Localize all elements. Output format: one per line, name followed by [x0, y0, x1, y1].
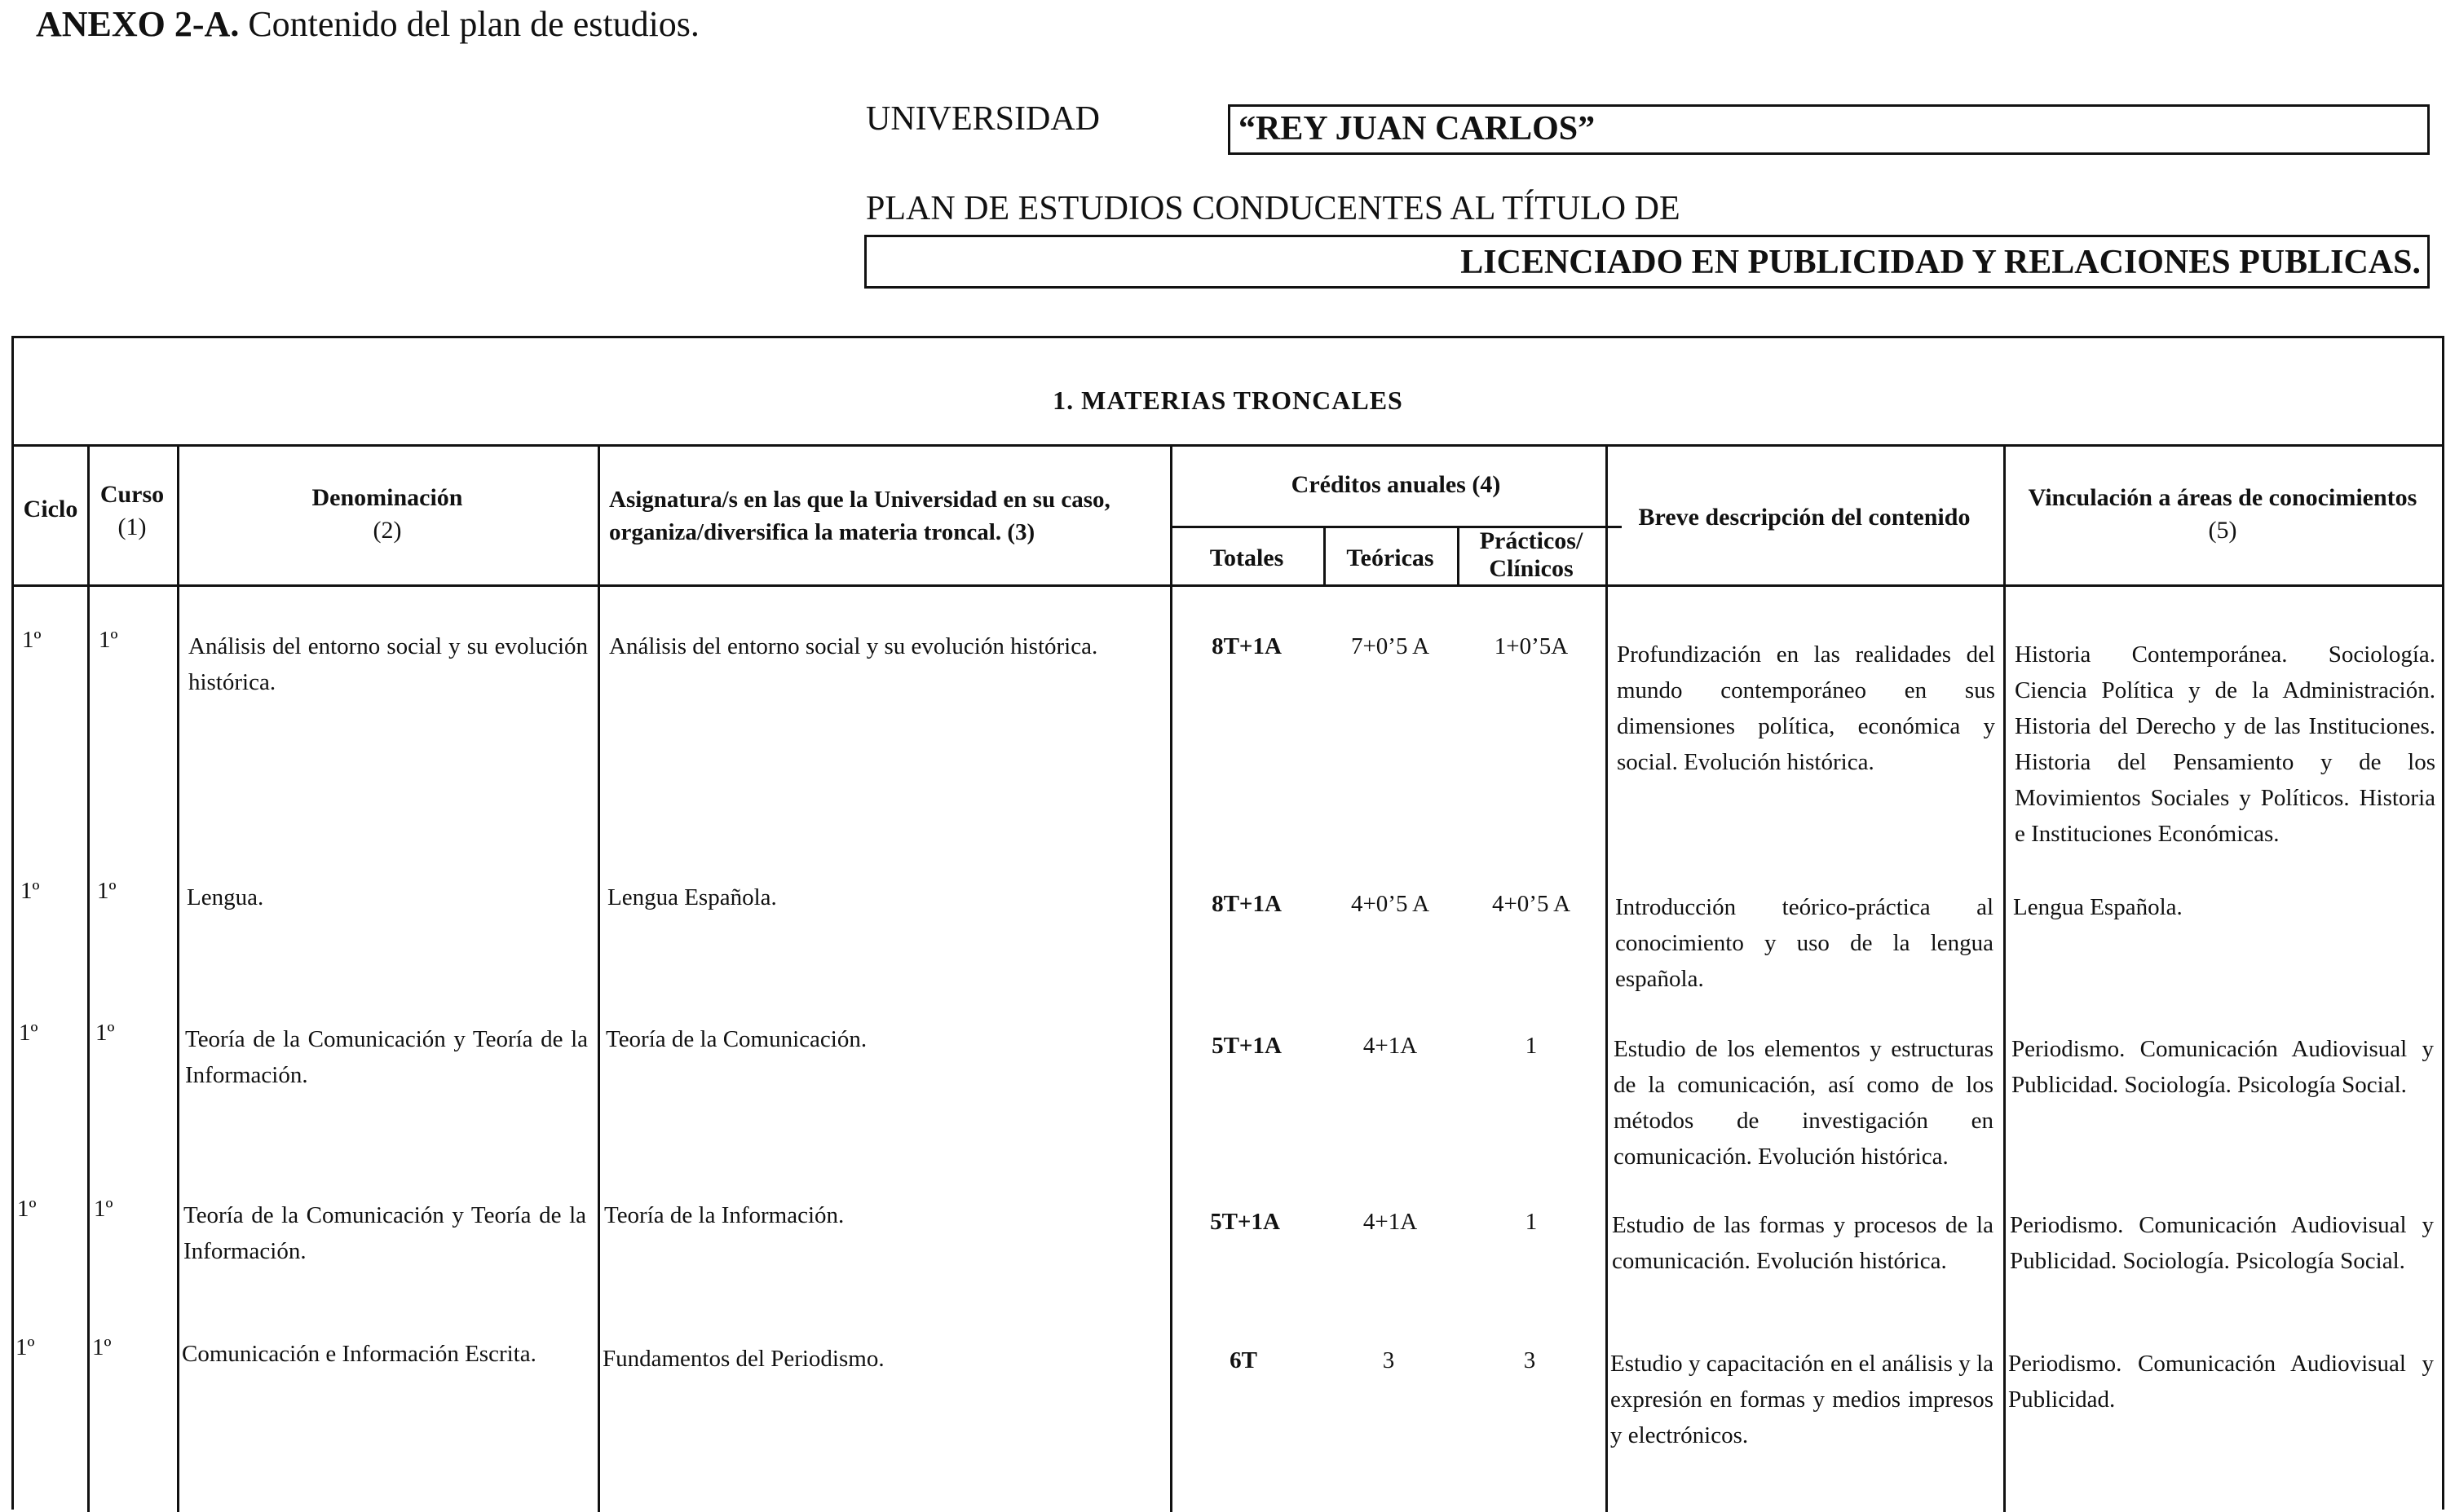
row4-teoricas: 4+1A — [1362, 1209, 1418, 1235]
row3-descripcion: Estudio de los elementos y estructuras de la comunicación, así como de los métodos de investigación en comunicación. Evolución histórica. — [1614, 1036, 1993, 1170]
header-curso — [87, 478, 177, 544]
row3-vinculacion: Periodismo. Comunicación Audiovisual y Publicidad. Sociología. Psicología Social. — [2011, 1036, 2434, 1098]
row2-vinculacion: Lengua Española. — [2013, 894, 2183, 920]
header-creditos: Créditos anuales (4) — [1291, 471, 1501, 498]
row4-denominacion: Teoría de la Comunicación y Teoría de la Información. — [183, 1202, 586, 1264]
header-denominacion-note: (2) — [373, 517, 402, 544]
row3-ciclo: 1º — [19, 1020, 38, 1046]
row4-curso: 1º — [94, 1196, 113, 1222]
col-divider-3 — [598, 444, 600, 1512]
header-curso-label: Curso — [99, 481, 165, 508]
row5-teoricas: 3 — [1382, 1347, 1395, 1373]
row1-curso: 1º — [99, 627, 118, 653]
row4-practicos: 1 — [1525, 1209, 1538, 1235]
row5-vinculacion: Periodismo. Comunicación Audiovisual y Publicidad. — [2008, 1351, 2434, 1413]
header-vinculacion-label: Vinculación a áreas de conocimientos — [2028, 484, 2417, 511]
col-divider-2 — [177, 444, 179, 1512]
row2-totales: 8T+1A — [1212, 891, 1282, 917]
header-asignatura: Asignatura/s en las que la Universidad en su caso, organiza/diversifica la materia troncal. (3) — [609, 487, 1110, 545]
header-bottom-rule — [14, 584, 2442, 587]
row4-vinculacion: Periodismo. Comunicación Audiovisual y Publicidad. Sociología. Psicología Social. — [2010, 1212, 2434, 1274]
row5-practicos: 3 — [1523, 1347, 1536, 1373]
university-name: “REY JUAN CARLOS” — [1228, 104, 2430, 155]
row1-practicos: 1+0’5A — [1494, 633, 1569, 659]
row2-descripcion: Introducción teórico-práctica al conocimiento y uso de la lengua española. — [1615, 894, 1993, 992]
row4-totales: 5T+1A — [1210, 1209, 1280, 1235]
row3-teoricas: 4+1A — [1362, 1033, 1418, 1059]
header-descripcion: Breve descripción del contenido — [1638, 504, 1971, 531]
row2-curso: 1º — [97, 878, 117, 904]
row2-teoricas: 4+0’5 A — [1350, 891, 1430, 917]
section-title: 1. MATERIAS TRONCALES — [1053, 386, 1403, 415]
col-divider-7 — [1605, 444, 1608, 1512]
annex-text: Contenido del plan de estudios. — [248, 4, 700, 44]
header-totales: Totales — [1209, 544, 1284, 571]
col-divider-8 — [2003, 444, 2006, 1512]
row2-asignatura: Lengua Española. — [607, 884, 777, 910]
col-divider-1 — [87, 444, 90, 1512]
header-vinculacion-note: (5) — [2208, 517, 2237, 544]
row5-denominacion: Comunicación e Información Escrita. — [182, 1341, 536, 1367]
row1-descripcion: Profundización en las realidades del mundo contemporáneo en sus dimensiones política, económica y social. Evolución histórica. — [1617, 641, 1995, 775]
subjects-table — [11, 336, 2444, 1510]
row4-asignatura: Teoría de la Información. — [604, 1202, 845, 1228]
row4-ciclo: 1º — [17, 1196, 37, 1222]
row3-curso: 1º — [95, 1020, 115, 1046]
header-teoricas: Teóricas — [1346, 544, 1434, 571]
header-top-rule — [14, 444, 2442, 447]
row1-ciclo: 1º — [22, 627, 42, 653]
row5-descripcion: Estudio y capacitación en el análisis y la expresión en formas y medios impresos y electrónicos. — [1610, 1351, 1993, 1448]
col-divider-6 — [1457, 526, 1459, 584]
row5-ciclo: 1º — [15, 1334, 35, 1360]
university-label: UNIVERSIDAD — [866, 100, 1100, 138]
row3-practicos: 1 — [1525, 1033, 1538, 1059]
annex-label: ANEXO 2-A. — [36, 4, 240, 44]
row5-curso: 1º — [92, 1334, 112, 1360]
header-denominacion-label: Denominación — [311, 484, 463, 511]
row1-denominacion: Análisis del entorno social y su evolución histórica. — [188, 633, 588, 695]
row2-denominacion: Lengua. — [187, 884, 264, 910]
row1-totales: 8T+1A — [1212, 633, 1282, 659]
row2-ciclo: 1º — [20, 878, 40, 904]
row1-vinculacion: Historia Contemporánea. Sociología. Ciencia Política y de la Administración. Historia del Derecho y de las Instituciones. Historia del Pensamiento y de los Movimientos Sociales y Políticos. Historia e Instituciones Económicas. — [2015, 641, 2435, 847]
header-vinculacion — [2003, 482, 2442, 547]
row3-denominacion: Teoría de la Comunicación y Teoría de la Información. — [185, 1026, 588, 1088]
degree-title: LICENCIADO EN PUBLICIDAD Y RELACIONES PUBLICAS. — [864, 235, 2430, 289]
row3-asignatura: Teoría de la Comunicación. — [606, 1026, 868, 1052]
row2-practicos: 4+0’5 A — [1491, 891, 1571, 917]
header-curso-note: (1) — [117, 514, 147, 540]
header-ciclo: Ciclo — [23, 496, 78, 522]
row1-teoricas: 7+0’5 A — [1350, 633, 1430, 659]
row5-totales: 6T — [1230, 1347, 1257, 1373]
annex-heading — [36, 2, 700, 47]
header-practicos: Prácticos/ Clínicos — [1479, 527, 1583, 582]
row4-descripcion: Estudio de las formas y procesos de la comunicación. Evolución histórica. — [1612, 1212, 1993, 1274]
plan-label: PLAN DE ESTUDIOS CONDUCENTES AL TÍTULO DE — [866, 190, 1680, 227]
row3-totales: 5T+1A — [1212, 1033, 1282, 1059]
row5-asignatura: Fundamentos del Periodismo. — [603, 1346, 885, 1372]
row1-asignatura: Análisis del entorno social y su evolución histórica. — [609, 633, 1098, 659]
header-denominacion — [177, 482, 598, 547]
